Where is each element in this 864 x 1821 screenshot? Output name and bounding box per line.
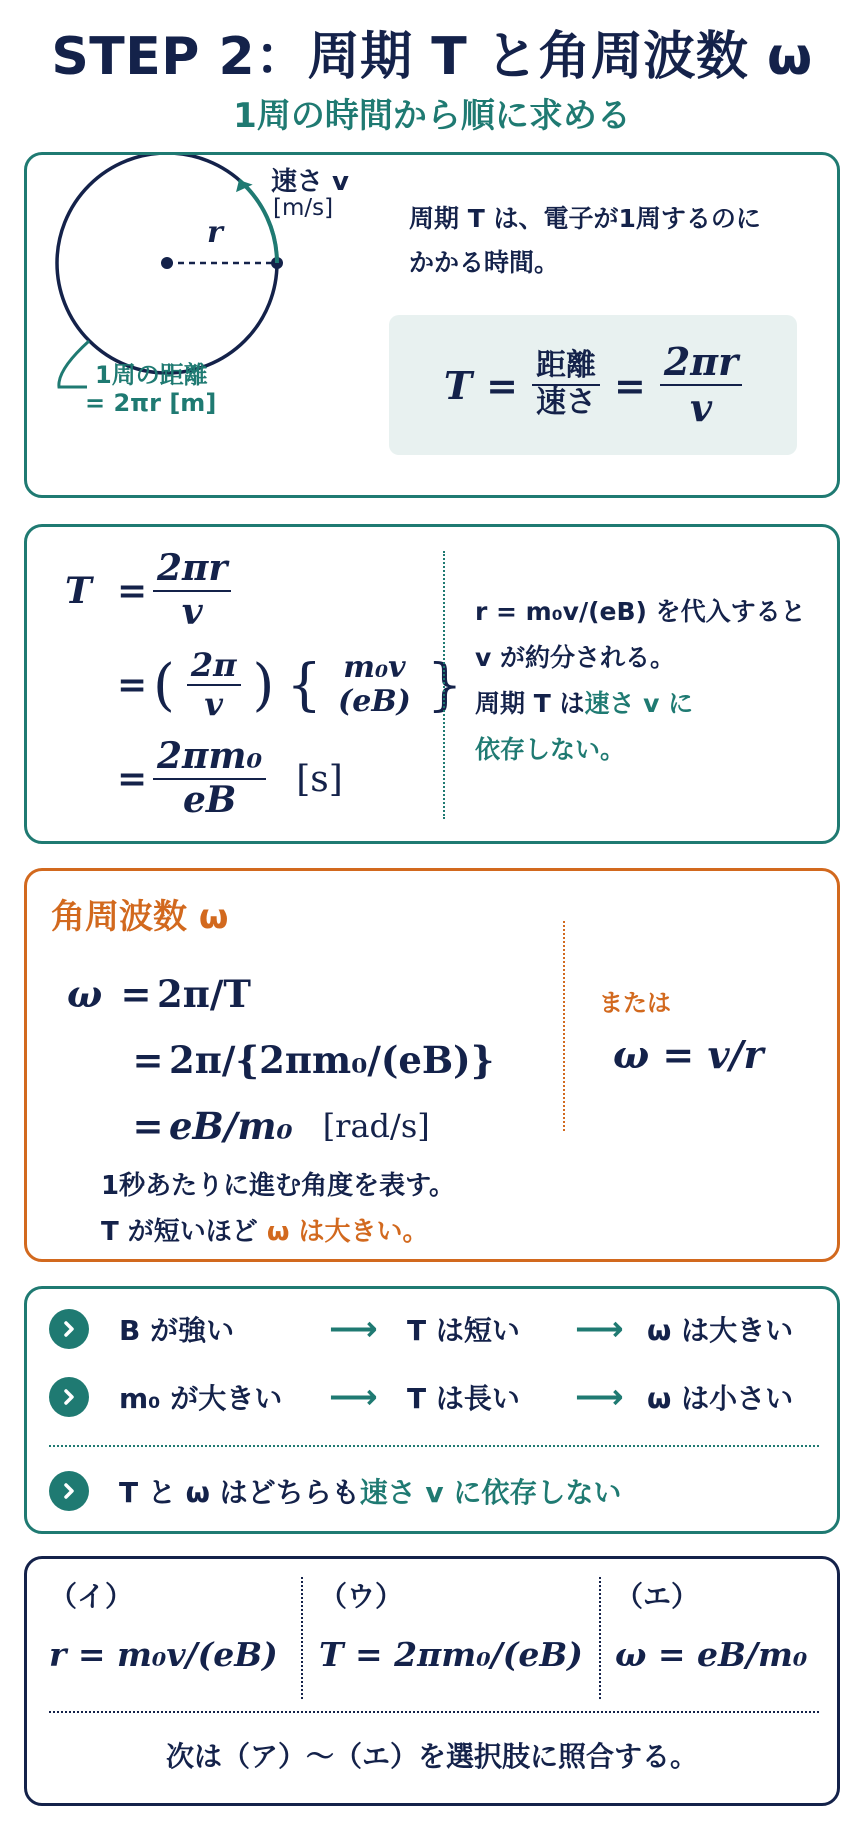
page-subtitle: 1周の時間から順に求める: [233, 96, 631, 136]
results-summary-card: [24, 1556, 840, 1806]
period-derivation: T = $\frac{2\pi r}{v}$ = ( $\frac{2\pi}{v}$ ) { m₀v (eB) } = $\frac{\text{2πm₀}}{eB}$ [s]: [65, 547, 463, 822]
summary-row-m0: m₀ が大きい ⟶ T は長い ⟶ ω は小さい: [49, 1369, 793, 1425]
distance-over-speed: $\frac{\text{距離}}{\text{速さ}}$: [532, 349, 600, 421]
formula-equals: =: [486, 362, 518, 408]
result-u: （ウ） T = 2πm₀/(eB): [319, 1580, 583, 1674]
angular-frequency-alt: または ω = v/r: [599, 989, 764, 1077]
summary-row-B: B が強い ⟶ T は短い ⟶ ω は大きい: [49, 1301, 793, 1357]
chevron-right-icon: [49, 1377, 89, 1417]
speed-unit: [m/s]: [273, 195, 334, 221]
angular-frequency-note: 1秒あたりに進む角度を表す。 T が短いほど ω は大きい。: [101, 1171, 456, 1247]
two-pi-r-over-v: $\frac{2\pi r}{v}$: [660, 340, 742, 430]
derivation-step-3: $\frac{\text{2πm₀}}{eB}$: [153, 736, 266, 821]
period-definition-card: [24, 152, 840, 498]
chevron-right-icon: [49, 1309, 89, 1349]
derivation-step-2b: m₀v (eB): [338, 649, 411, 719]
vertical-divider-orange: [563, 921, 565, 1131]
vertical-divider: [443, 551, 445, 819]
formula-equals-2: =: [614, 362, 646, 408]
angular-frequency-derivation: ω = 2π/T = 2π/{2πm₀/(eB)} = eB/m₀ [rad/s]: [67, 972, 495, 1148]
next-step-text: 次は（ア）〜（エ）を選択肢に照合する。: [165, 1740, 698, 1773]
chevron-right-icon: [49, 1471, 89, 1511]
derivation-step-2a: $\frac{2\pi}{v}$: [187, 647, 241, 723]
derivation-note: r = m₀v/(eB) を代入すると v が約分される。 周期 T は速さ v に 依存しない。: [475, 597, 806, 764]
horizontal-divider-bottom: [49, 1711, 819, 1713]
vertical-divider-1: [301, 1577, 303, 1699]
circumference-label: 1周の距離: [95, 361, 208, 389]
page-title: STEP 2：周期 T と角周波数 ω: [51, 27, 813, 87]
horizontal-divider: [49, 1445, 819, 1447]
circumference-value: = 2πr [m]: [85, 389, 217, 417]
dependency-summary-card: [24, 1286, 840, 1534]
summary-row-independence: T と ω はどちらも 速さ v に依存しない: [49, 1463, 621, 1519]
angular-frequency-heading: 角周波数 ω: [51, 897, 229, 937]
formula-T: T: [443, 362, 473, 408]
period-derivation-card: [24, 524, 840, 844]
result-e: （エ） ω = eB/m₀: [615, 1580, 808, 1674]
vertical-divider-2: [599, 1577, 601, 1699]
radius-label: r: [207, 215, 223, 250]
derivation-step-1: $\frac{2\pi r}{v}$: [153, 548, 231, 633]
speed-label: 速さ v: [271, 167, 350, 197]
result-i: （イ） r = m₀v/(eB): [49, 1580, 278, 1674]
period-description: 周期 T は、電子が1周するのに かかる時間。: [409, 204, 761, 277]
period-formula-box: [389, 315, 797, 455]
angular-frequency-card: [24, 868, 840, 1262]
